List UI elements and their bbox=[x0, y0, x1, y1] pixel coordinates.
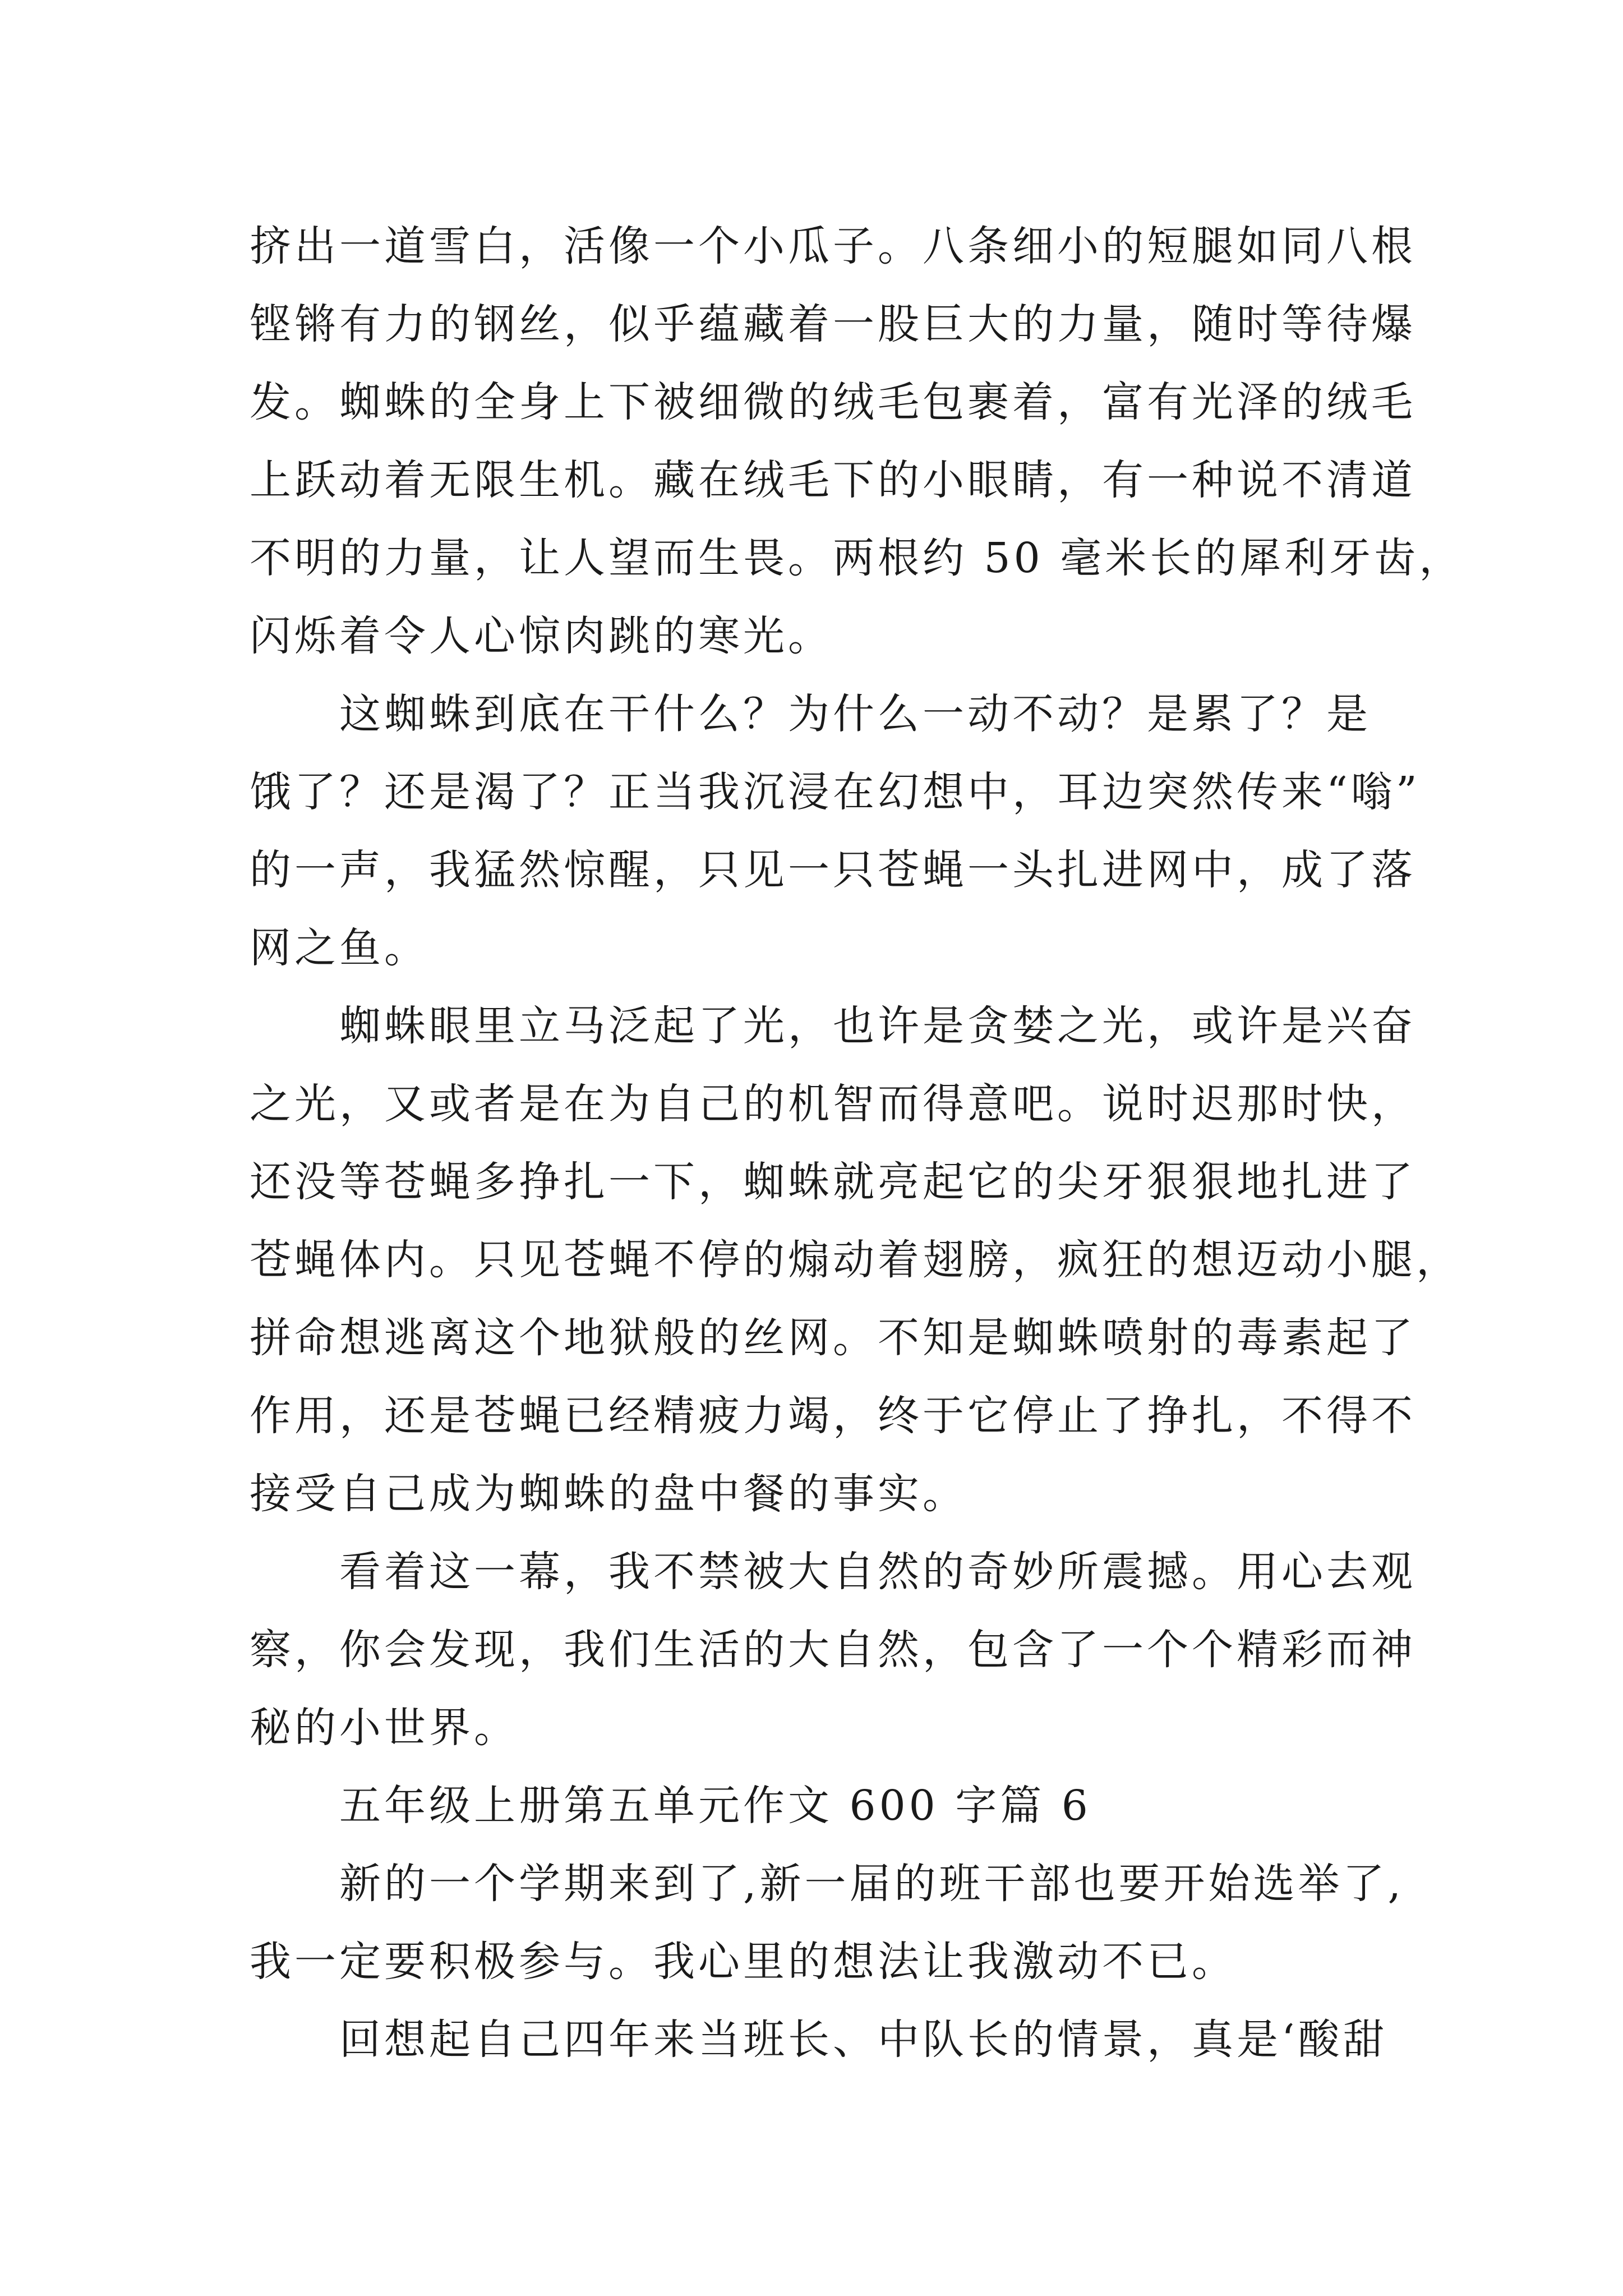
paragraph-start-line: 新的一个学期来到了,新一届的班干部也要开始选举了, bbox=[339, 1860, 1405, 1908]
text-line: 察，你会发现，我们生活的大自然，包含了一个个精彩而神 bbox=[250, 1626, 1416, 1674]
text-line: 苍蝇体内。只见苍蝇不停的煽动着翅膀，疯狂的想迈动小腿， bbox=[250, 1236, 1461, 1284]
essay-text bbox=[250, 208, 1464, 2079]
paragraph-start-line: 看着这一幕，我不禁被大自然的奇妙所震撼。用心去观 bbox=[339, 1548, 1416, 1596]
text-line: 饿了？还是渴了？正当我沉浸在幻想中，耳边突然传来“嗡” bbox=[250, 768, 1421, 816]
text-line: 闪烁着令人心惊肉跳的寒光。 bbox=[250, 612, 833, 660]
text-line: 还没等苍蝇多挣扎一下，蜘蛛就亮起它的尖牙狠狠地扎进了 bbox=[250, 1158, 1416, 1206]
text-line: 网之鱼。 bbox=[250, 924, 429, 972]
text-line: 拼命想逃离这个地狱般的丝网。不知是蜘蛛喷射的毒素起了 bbox=[250, 1314, 1416, 1362]
text-line: 发。蜘蛛的全身上下被细微的绒毛包裹着，富有光泽的绒毛 bbox=[250, 378, 1416, 426]
text-line: 作用，还是苍蝇已经精疲力竭，终于它停止了挣扎，不得不 bbox=[250, 1392, 1416, 1440]
text-line: 的一声，我猛然惊醒，只见一只苍蝇一头扎进网中，成了落 bbox=[250, 846, 1416, 894]
text-line: 铿锵有力的钢丝，似乎蕴藏着一股巨大的力量，随时等待爆 bbox=[250, 300, 1416, 348]
section-heading: 五年级上册第五单元作文 600 字篇 6 bbox=[339, 1782, 1091, 1830]
text-line: 我一定要积极参与。我心里的想法让我激动不已。 bbox=[250, 1938, 1237, 1986]
text-line: 接受自己成为蜘蛛的盘中餐的事实。 bbox=[250, 1470, 967, 1518]
paragraph-start-line: 蜘蛛眼里立马泛起了光，也许是贪婪之光，或许是兴奋 bbox=[339, 1002, 1416, 1050]
paragraph-start-line: 回想起自己四年来当班长、中队长的情景，真是‘酸甜 bbox=[339, 2016, 1388, 2064]
text-line: 挤出一道雪白，活像一个小瓜子。八条细小的短腿如同八根 bbox=[250, 222, 1416, 270]
text-line: 上跃动着无限生机。藏在绒毛下的小眼睛，有一种说不清道 bbox=[250, 456, 1416, 504]
text-line: 不明的力量，让人望而生畏。两根约 50 毫米长的犀利牙齿， bbox=[250, 534, 1464, 582]
paragraph-start-line: 这蜘蛛到底在干什么？为什么一动不动？是累了？是 bbox=[339, 690, 1371, 738]
text-line: 之光，又或者是在为自己的机智而得意吧。说时迟那时快， bbox=[250, 1080, 1416, 1128]
text-line: 秘的小世界。 bbox=[250, 1704, 519, 1752]
